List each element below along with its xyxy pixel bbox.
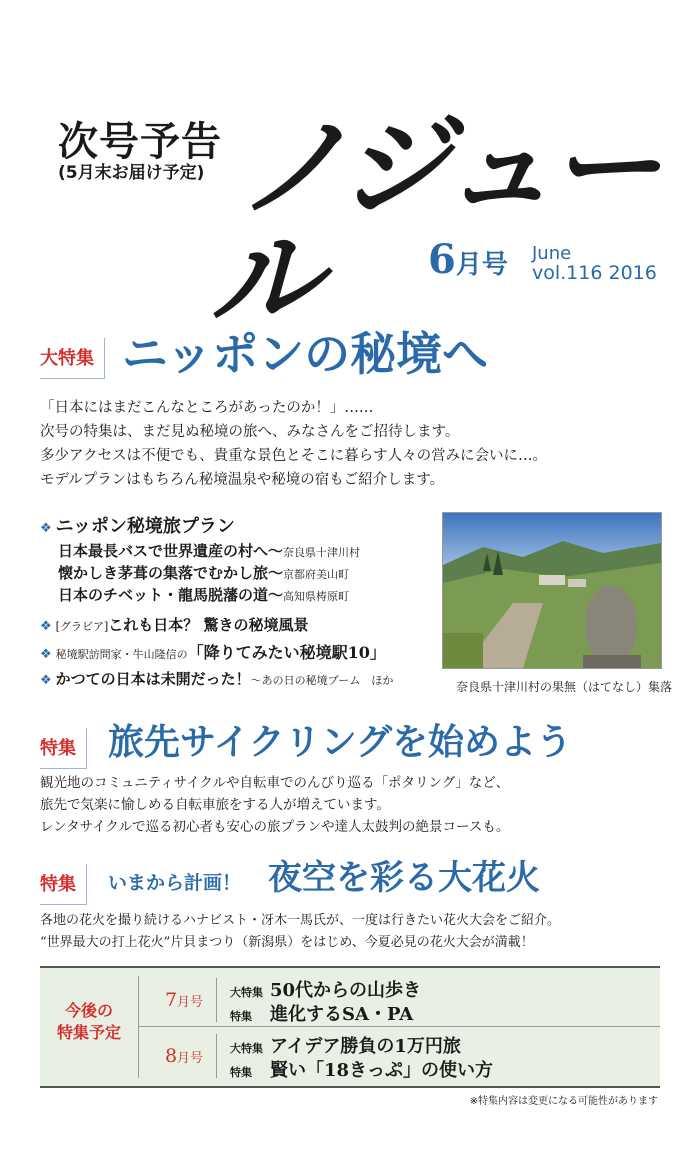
plan-item: [58, 540, 360, 561]
schedule-title: アイデア勝負の1万円旅: [270, 1036, 461, 1057]
feature3-tag: 特集: [40, 864, 87, 905]
issue-month-en: June: [532, 243, 572, 264]
issue-month-number: 6: [428, 236, 456, 283]
paragraph-line: モデルプランはもちろん秘境温泉や秘境の宿もご紹介します。: [40, 472, 445, 488]
schedule-kind: 特集: [230, 1066, 252, 1079]
plan-item: [58, 562, 349, 583]
feature3-pre: いまから計画！: [108, 872, 242, 894]
item-prefix: [グラビア]: [55, 620, 109, 633]
item-main: これも日本？ 驚きの秘境風景: [108, 616, 309, 634]
paragraph-line: レンタサイクルで巡る初心者も安心の旅プランや達人太鼓判の絶景コースも。: [40, 819, 510, 835]
schedule-row: [230, 976, 421, 1002]
feature2-headline: 旅先サイクリングを始めよう: [108, 721, 573, 763]
schedule-kind: 大特集: [230, 1042, 263, 1055]
item-prefix: 秘境駅訪問家・牛山隆信の: [55, 648, 188, 661]
plan-title-text: ニッポン秘境旅プラン: [55, 516, 235, 537]
item-main: 「降りてみたい秘境駅10」: [187, 643, 386, 662]
month-unit: 月号: [177, 1051, 204, 1066]
feature3-paragraph: [40, 910, 560, 954]
photo-caption: 奈良県十津川村の果無（はてなし）集落: [456, 680, 673, 694]
paragraph-line: 「日本にはまだこんなところがあったのか！」……: [40, 400, 374, 416]
schedule-row: [230, 1032, 461, 1058]
divider: [138, 1026, 660, 1027]
item-suffix: ～あの日の秘境ブーム ほか: [250, 674, 394, 687]
feature3-headline: 夜空を彩る大花火: [268, 858, 540, 898]
magazine-logo: ノジュール: [202, 103, 681, 345]
plan-item-place: 京都府美山町: [283, 568, 350, 581]
paragraph-line: 旅先で気楽に愉しめる自転車旅をする人が増えています。: [40, 797, 390, 813]
issue-volume: vol.116 2016: [532, 262, 657, 284]
issue-month-unit: 月号: [455, 250, 508, 280]
diamond-bullet-icon: ❖: [40, 673, 52, 688]
schedule-title: 賢い「18きっぷ」の使い方: [270, 1060, 494, 1081]
diamond-bullet-icon: ❖: [40, 521, 52, 536]
next-issue-heading: 次号予告: [58, 118, 222, 165]
feature-item-history: [40, 668, 393, 689]
plan-item-main: 懐かしき茅葺の集落でむかし旅～: [58, 564, 284, 582]
village-photo-illustration: [443, 513, 661, 668]
paragraph-line: 多少アクセスは不便でも、貴重な景色とそこに暮らす人々の営みに会いに…。: [40, 448, 548, 464]
plan-item: [58, 584, 349, 605]
plan-item-place: 奈良県十津川村: [283, 546, 361, 559]
main-feature-headline: ニッポンの秘境へ: [122, 327, 489, 381]
schedule-kind: 特集: [230, 1010, 252, 1023]
plan-item-main: 日本のチベット・龍馬脱藩の道～: [58, 586, 284, 604]
divider: [138, 976, 139, 1078]
diamond-bullet-icon: ❖: [40, 619, 52, 634]
feature-item-gravure: [40, 614, 308, 635]
diamond-bullet-icon: ❖: [40, 647, 52, 662]
issue-month: [428, 236, 508, 283]
main-feature-tag: 大特集: [40, 338, 105, 379]
schedule-row: [230, 1056, 493, 1082]
feature2-tag: 特集: [40, 728, 87, 769]
plan-title: [40, 512, 235, 538]
month-number: 7: [164, 989, 178, 1011]
paragraph-line: “世界最大の打上花火”片貝まつり（新潟県）をはじめ、今夏必見の花火大会が満載！: [40, 935, 534, 950]
schedule-kind: 大特集: [230, 986, 263, 999]
schedule-title: 進化するSA・PA: [270, 1004, 414, 1025]
upcoming-label: [40, 1000, 138, 1044]
month-july: [152, 978, 217, 1022]
village-photo: [442, 512, 662, 669]
upcoming-label-line: 特集予定: [56, 1023, 121, 1042]
schedule-row: [230, 1000, 413, 1026]
plan-item-main: 日本最長バスで世界遺産の村へ～: [58, 542, 284, 560]
feature2-paragraph: [40, 772, 509, 838]
paragraph-line: 観光地のコミュニティサイクルや自転車でのんびり巡る「ポタリング」など、: [40, 775, 510, 791]
schedule-note: ※特集内容は変更になる可能性があります: [469, 1096, 658, 1107]
plan-item-place: 高知県梼原町: [283, 590, 350, 603]
item-main: かつての日本は未開だった！: [55, 670, 251, 688]
upcoming-features-box: [40, 966, 660, 1088]
paragraph-line: 次号の特集は、まだ見ぬ秘境の旅へ、みなさんをご招待します。: [40, 424, 460, 440]
month-number: 8: [164, 1045, 178, 1067]
upcoming-label-line: 今後の: [64, 1001, 113, 1020]
paragraph-line: 各地の花火を撮り続けるハナビスト・冴木一馬氏が、一度は行きたい花火大会をご紹介。: [40, 913, 561, 928]
month-unit: 月号: [177, 995, 204, 1010]
schedule-title: 50代からの山歩き: [270, 980, 422, 1001]
main-feature-paragraph: [40, 396, 547, 492]
delivery-note: (5月末お届け予定): [58, 163, 205, 183]
month-august: [152, 1034, 217, 1078]
feature-item-stations: [40, 640, 386, 663]
